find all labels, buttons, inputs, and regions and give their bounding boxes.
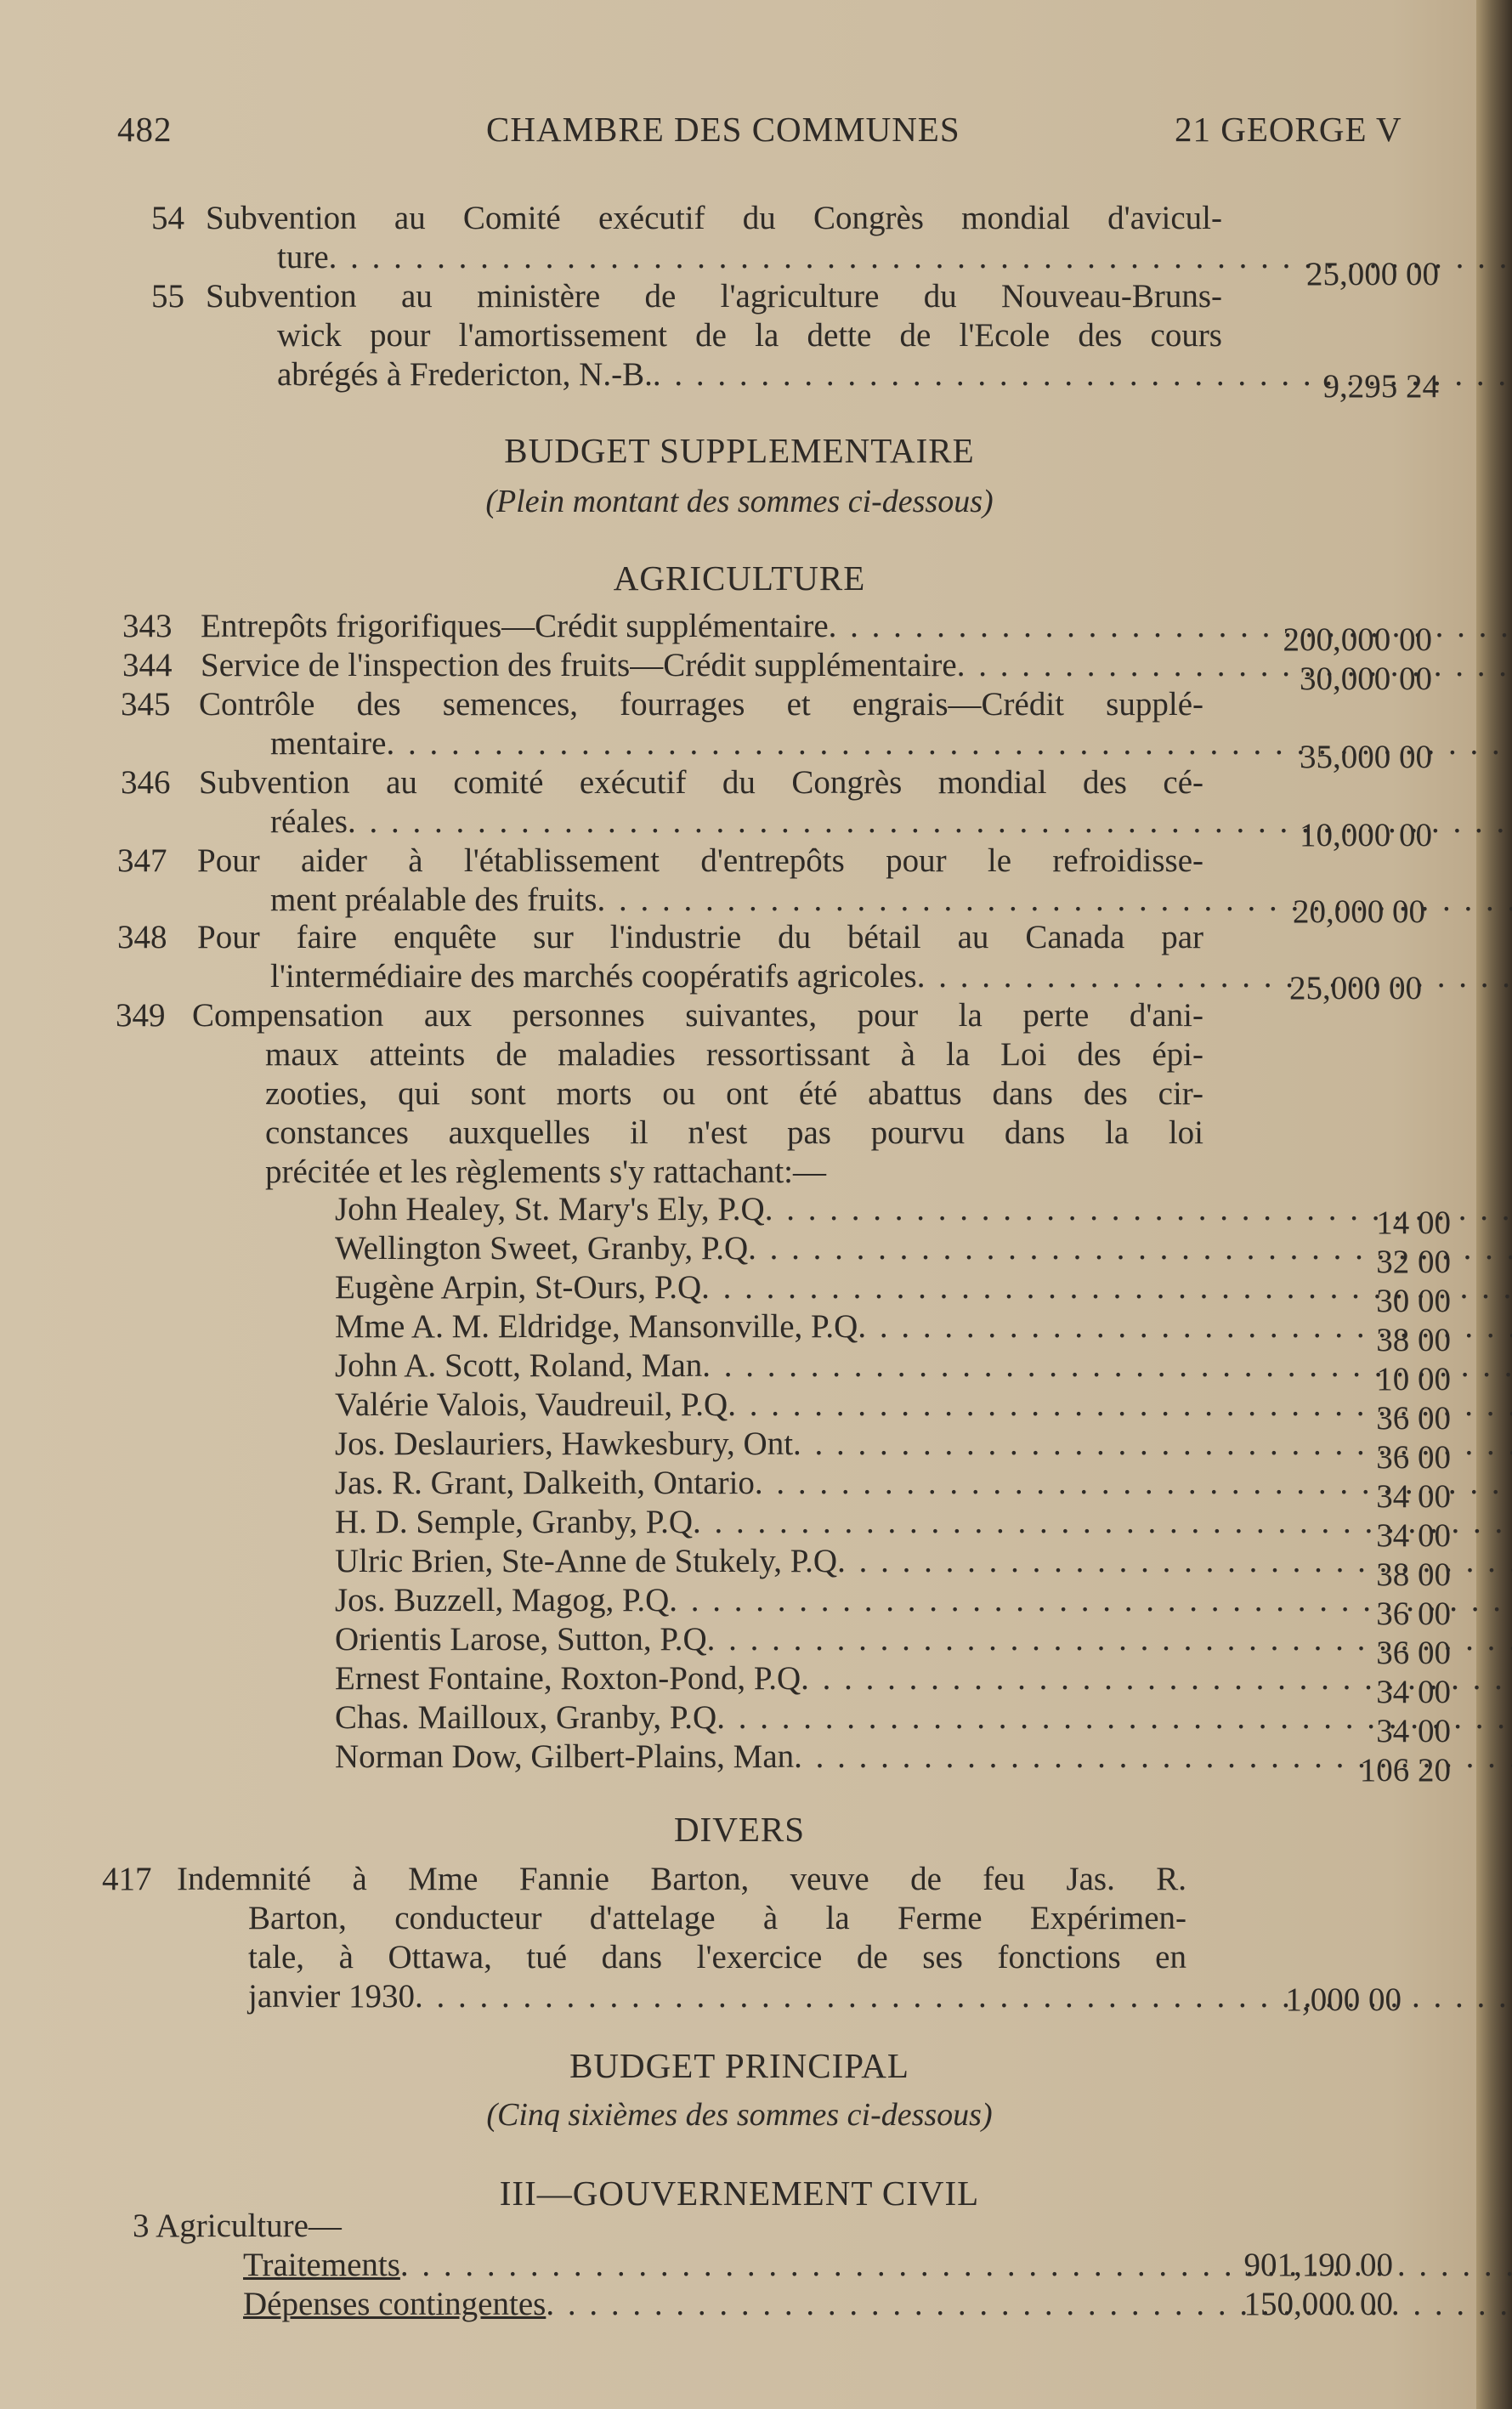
item-line: wick pour l'amortissement de la dette de l'Ecole des cours <box>277 317 1222 354</box>
payee-row: John Healey, St. Mary's Ely, P.Q . . . <box>335 1190 1193 1229</box>
payee-amount: 14 00 <box>1376 1204 1451 1241</box>
payee-amount: 34 00 <box>1376 1674 1451 1710</box>
principal-amount: 901,190 00 <box>1243 2247 1393 2283</box>
item-amount: 20,000 00 <box>1293 893 1425 930</box>
item-line-leader: ture . . . <box>206 238 1222 277</box>
payee-amount: 10 00 <box>1376 1361 1451 1397</box>
principal-amounts <box>1189 2246 1393 2324</box>
vote-item-344: 344 Service de l'inspection des fruits—Crédit supplémentaire . . . <box>201 646 1220 685</box>
item-line-leader: Service de l'inspection des fruits—Crédit supplémentaire . . . <box>201 646 1220 685</box>
vote-item-345: 345 Contrôle des semences, fourrages et engrais—Crédit supplé- mentaire . . . <box>199 685 1203 763</box>
page-number: 482 <box>117 110 173 149</box>
payee-amount: 34 00 <box>1376 1517 1451 1554</box>
principal-rows <box>243 2246 1178 2324</box>
payee-amount: 38 00 <box>1376 1556 1451 1593</box>
principal-amount: 150,000 00 <box>1243 2286 1393 2322</box>
vote-item-54 <box>151 199 1222 277</box>
item-number: 55 <box>151 278 184 315</box>
payee-amount: 106 20 <box>1359 1752 1451 1788</box>
payee-amount: 36 00 <box>1376 1439 1451 1476</box>
running-title: CHAMBRE DES COMMUNES <box>486 110 960 149</box>
item-line-leader: Entrepôts frigorifiques—Crédit supplémentaire . . . <box>201 607 1202 646</box>
principal-row: Traitements . . . <box>243 2246 1178 2285</box>
item-amount: 200,000 00 <box>1283 621 1432 658</box>
payee-amounts <box>1298 1204 1451 1790</box>
payee-row: Wellington Sweet, Granby, P.Q . . . <box>335 1229 1193 1268</box>
item-line: Subvention au Comité exécutif du Congrès mondial d'avicul- <box>206 200 1222 236</box>
payee-row: Eugène Arpin, St-Ours, P.Q . . . <box>335 1268 1193 1307</box>
item-amount: 1,000 00 <box>1285 1981 1402 2018</box>
payee-amount: 30 00 <box>1376 1283 1451 1319</box>
payee-row: H. D. Semple, Granby, P.Q . . . <box>335 1503 1193 1542</box>
payee-row: Jas. R. Grant, Dalkeith, Ontario . . . <box>335 1464 1193 1503</box>
item-line-leader: réales . . . <box>199 802 1203 842</box>
payee-amount: 32 00 <box>1376 1244 1451 1280</box>
payee-row: Jos. Buzzell, Magog, P.Q . . . <box>335 1581 1193 1620</box>
item-amount: 35,000 00 <box>1300 739 1432 775</box>
section-subheading: (Cinq sixièmes des sommes ci-dessous) <box>486 2097 993 2133</box>
vote-item-347: 347 Pour aider à l'établissement d'entrepôts pour le refroidisse- ment préalable des fruits . . . <box>197 842 1203 920</box>
vote-item-417: 417 Indemnité à Mme Fannie Barton, veuve de feu Jas. R. Barton, conducteur d'attelage à la Ferme Expérimen- tale, à Ottawa, tué dans l'exercice de ses fonctions en janvier 1930 . . . <box>177 1860 1186 2016</box>
ministry-heading: AGRICULTURE <box>613 558 866 598</box>
payee-row: Mme A. M. Eldridge, Mansonville, P.Q . . . <box>335 1307 1193 1346</box>
item-amount: 10,000 00 <box>1300 817 1432 853</box>
payee-row: Ulric Brien, Ste-Anne de Stukely, P.Q . . . <box>335 1542 1193 1581</box>
payee-row: Orientis Larose, Sutton, P.Q . . . <box>335 1620 1193 1659</box>
payee-amount: 38 00 <box>1376 1322 1451 1358</box>
principal-item-3: 3 Agriculture— <box>133 2208 342 2244</box>
item-amount: 25,000 00 <box>1306 256 1439 292</box>
vote-item-346: 346 Subvention au comité exécutif du Congrès mondial des cé- réales . . . <box>199 763 1203 842</box>
item-amount: 30,000 00 <box>1300 660 1432 697</box>
item-line: Subvention au ministère de l'agriculture du Nouveau-Bruns- <box>206 278 1222 315</box>
payee-row: Norman Dow, Gilbert-Plains, Man . . . <box>335 1737 1193 1777</box>
running-right: 21 GEORGE V <box>1175 110 1402 149</box>
item-amount: 9,295 24 <box>1322 368 1439 405</box>
item-line-leader: janvier 1930 . . . <box>177 1977 1186 2016</box>
payee-row: John A. Scott, Roland, Man . . . <box>335 1346 1193 1386</box>
payee-row: Jos. Deslauriers, Hawkesbury, Ont . . . <box>335 1425 1193 1464</box>
section-heading: BUDGET SUPPLEMENTAIRE <box>504 431 975 470</box>
payee-row: Ernest Fontaine, Roxton-Pond, P.Q . . . <box>335 1659 1193 1698</box>
section-heading-divers: DIVERS <box>673 1810 806 1849</box>
item-line-leader: abrégés à Fredericton, N.-B. . . . <box>206 355 1222 394</box>
vote-item-55 <box>151 277 1222 394</box>
item-line-leader: ment préalable des fruits . . . <box>197 881 1203 920</box>
item-line-leader: mentaire . . . <box>199 724 1203 763</box>
payee-amount: 34 00 <box>1376 1478 1451 1515</box>
vote-item-348: 348 Pour faire enquête sur l'industrie du bétail au Canada par l'intermédiaire des marchés coopératifs agricoles . . . <box>197 918 1203 996</box>
payee-amount: 36 00 <box>1376 1596 1451 1632</box>
section-heading-principal: BUDGET PRINCIPAL <box>569 2046 909 2085</box>
section-subheading: (Plein montant des sommes ci-dessous) <box>485 484 994 519</box>
item-number: 54 <box>151 200 184 236</box>
item-amount: 25,000 00 <box>1289 970 1422 1006</box>
payee-amount: 34 00 <box>1376 1713 1451 1749</box>
principal-row: Dépenses contingentes . . . <box>243 2285 1178 2324</box>
payee-amount: 36 00 <box>1376 1635 1451 1671</box>
payee-list <box>335 1190 1193 1777</box>
vote-item-343: 343 Entrepôts frigorifiques—Crédit supplémentaire . . . <box>201 607 1202 646</box>
payee-row: Valérie Valois, Vaudreuil, P.Q . . . <box>335 1386 1193 1425</box>
ministry-heading: III—GOUVERNEMENT CIVIL <box>499 2174 980 2213</box>
vote-item-349: 349 Compensation aux personnes suivantes, pour la perte d'ani- maux atteints de maladies ressortissant à la Loi des épi- zooties, qui sont morts ou ont été abattus dans des cir- constances auxquelles il n'est pas pourvu dans la loi précitée et les règlements s'y rattachant:— <box>116 997 1203 1190</box>
payee-amount: 36 00 <box>1376 1400 1451 1437</box>
payee-row: Chas. Mailloux, Granby, P.Q . . . <box>335 1698 1193 1737</box>
item-line-leader: l'intermédiaire des marchés coopératifs agricoles . . . <box>197 957 1203 996</box>
